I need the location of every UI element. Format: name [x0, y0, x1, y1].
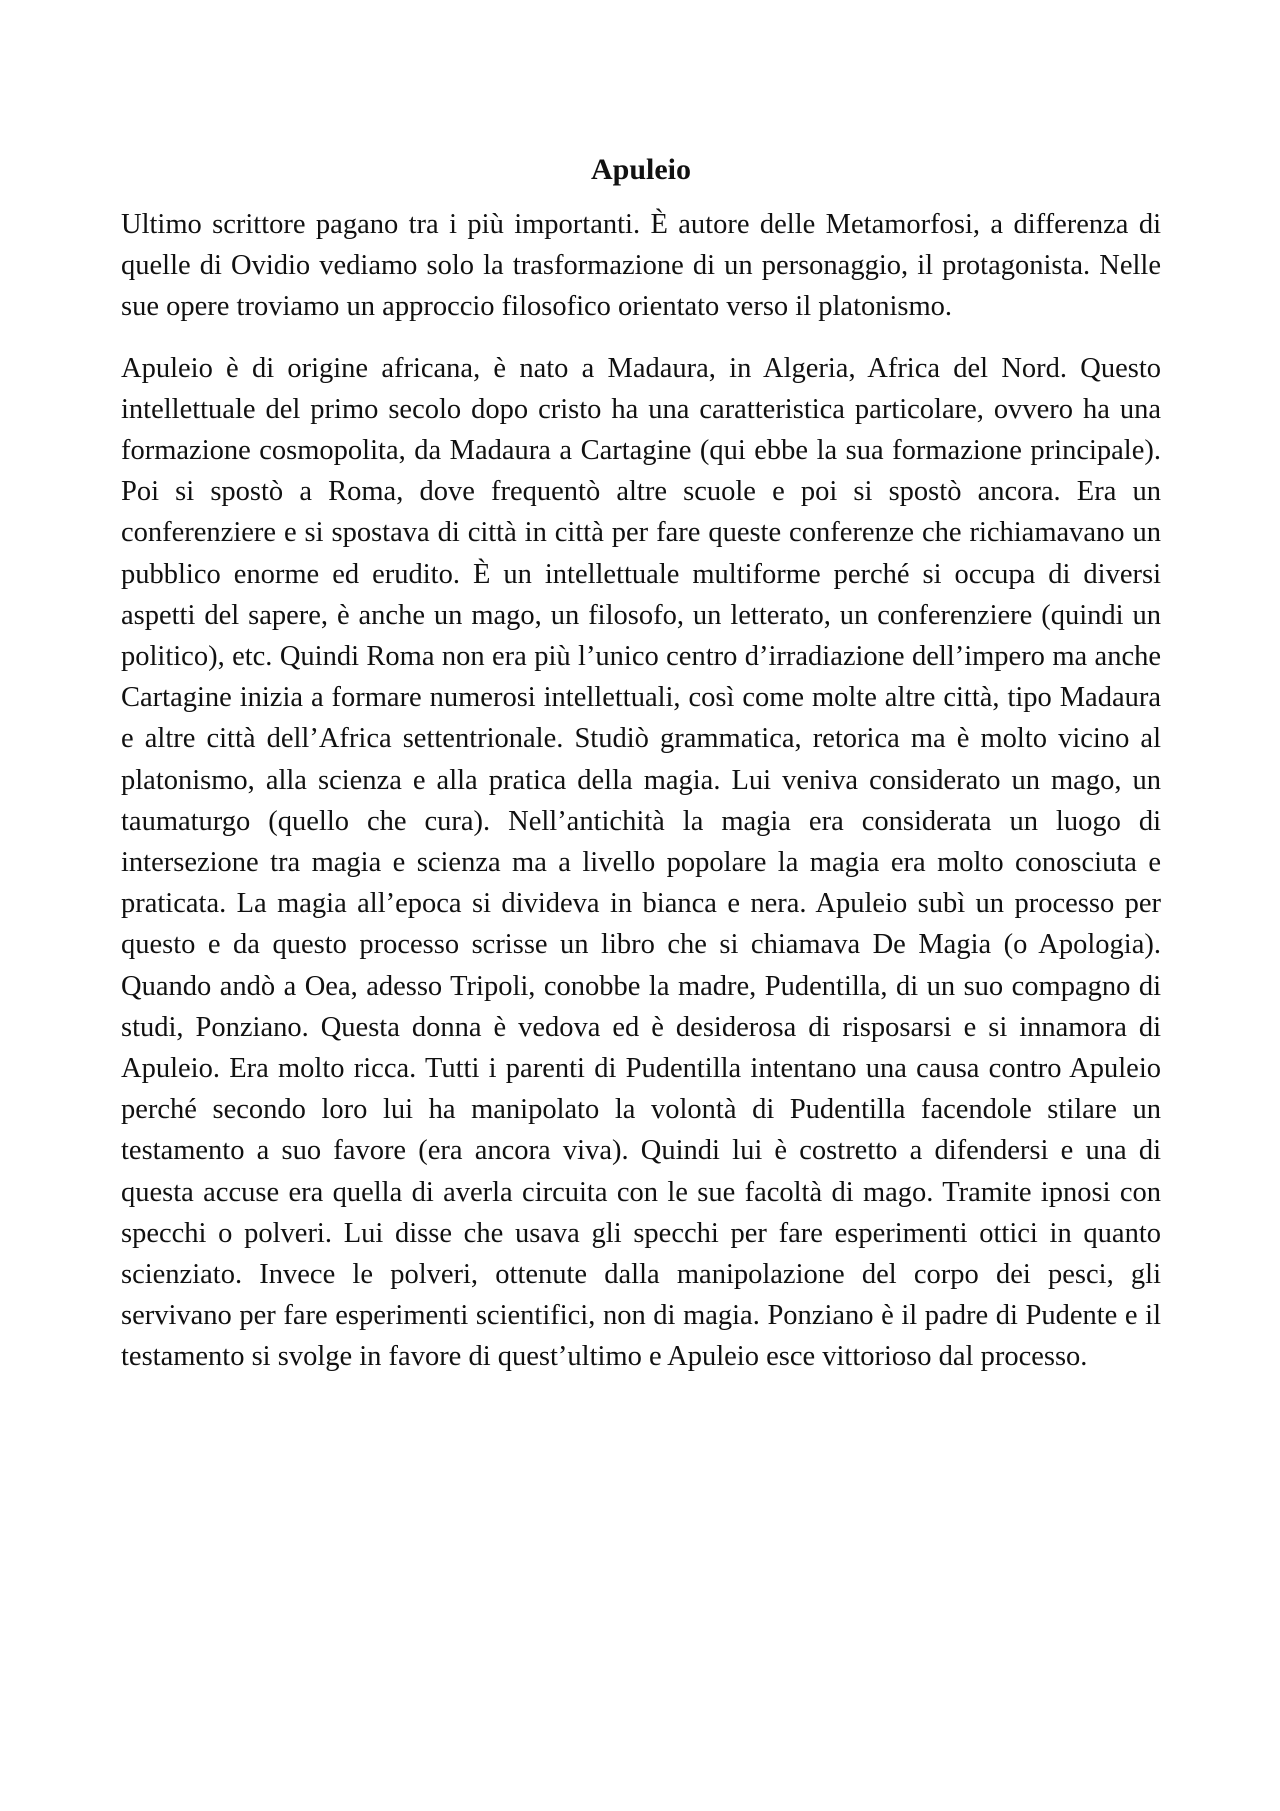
- paragraph-intro: Ultimo scrittore pagano tra i più importanti. È autore delle Metamorfosi, a differenza di quelle di Ovidio vediamo solo la trasformazione di un personaggio, il protagonista. Nelle sue opere troviamo un approccio filosofico orientato verso il platonismo.: [121, 209, 1161, 323]
- paragraph-biography: Apuleio è di origine africana, è nato a Madaura, in Algeria, Africa del Nord. Questo intellettuale del primo secolo dopo cristo ha una caratteristica particolare, ovvero ha una formazione cosmopolita, da Madaura a Cartagine (qui ebbe la sua formazione principale). Poi si spostò a Roma, dove frequentò altre scuole e poi si spostò ancora. Era un conferenziere e si spostava di città in città per fare queste conferenze che richiamavano un pubblico enorme ed erudito. È un intellettuale multiforme perché si occupa di diversi aspetti del sapere, è anche un mago, un filosofo, un letterato, un conferenziere (quindi un politico), etc. Quindi Roma non era più l’unico centro d’irradiazione dell’impero ma anche Cartagine inizia a formare numerosi intellettuali, così come molte altre città, tipo Madaura e altre città dell’Africa settentrionale. Studiò grammatica, retorica ma è molto vicino al platonismo, alla scienza e alla pratica della magia. Lui veniva considerato un mago, un taumaturgo (quello che cura). Nell’antichità la magia era considerata un luogo di intersezione tra magia e scienza ma a livello popolare la magia era molto conosciuta e praticata. La magia all’epoca si divideva in bianca e nera. Apuleio subì un processo per questo e da questo processo scrisse un libro che si chiamava De Magia (o Apologia). Quando andò a Oea, adesso Tripoli, conobbe la madre, Pudentilla, di un suo compagno di studi, Ponziano. Questa donna è vedova ed è desiderosa di risposarsi e si innamora di Apuleio. Era molto ricca. Tutti i parenti di Pudentilla intentano una causa contro Apuleio perché secondo loro lui ha manipolato la volontà di Pudentilla facendole stilare un testamento a suo favore (era ancora viva). Quindi lui è costretto a difendersi e una di questa accuse era quella di averla circuita con le sue facoltà di mago. Tramite ipnosi con specchi o polveri. Lui disse che usava gli specchi per fare esperimenti ottici in quanto scienziato. Invece le polveri, ottenute dalla manipolazione del corpo dei pesci, gli servivano per fare esperimenti scientifici, non di magia. Ponziano è il padre di Pudente e il testamento si svolge in favore di quest’ultimo e Apuleio esce vittorioso dal processo.: [121, 352, 1161, 1373]
- document-title: Apuleio: [590, 153, 692, 186]
- document-body: [121, 148, 1161, 1378]
